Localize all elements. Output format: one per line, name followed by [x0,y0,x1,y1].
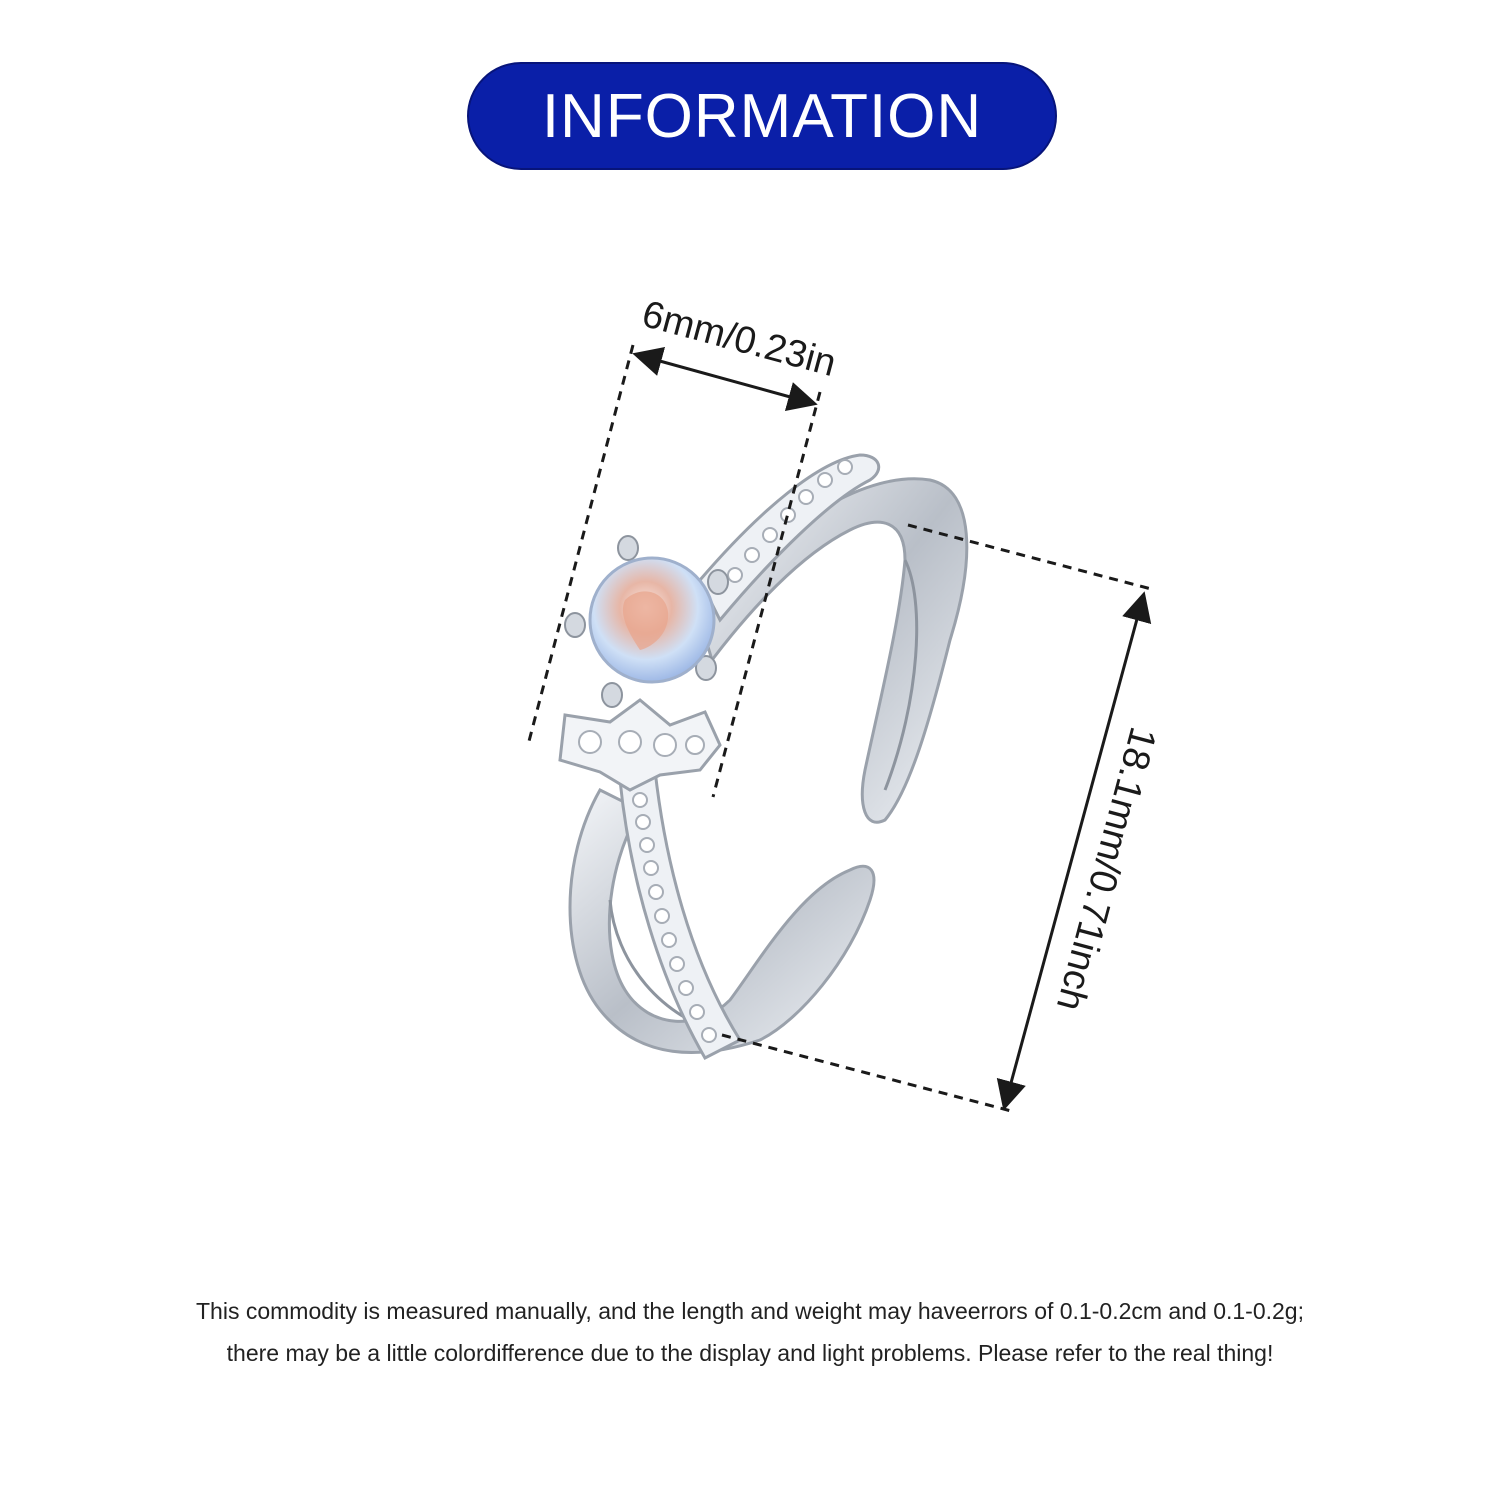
disclaimer [0,1290,1500,1374]
disclaimer-line-1: This commodity is measured manually, and the length and weight may haveerrors of 0.1-0.2cm and 0.1-0.2g; [196,1298,1304,1324]
ring-illustration [560,455,967,1058]
disclaimer-line-2: there may be a little colordifference due to the display and light problems. Please refer to the real thing! [226,1340,1274,1366]
ring-height-label: 18.1mm/0.71inch [1047,722,1164,1016]
stone-width-label: 6mm/0.23in [637,293,841,386]
banner-title: INFORMATION [541,81,983,151]
